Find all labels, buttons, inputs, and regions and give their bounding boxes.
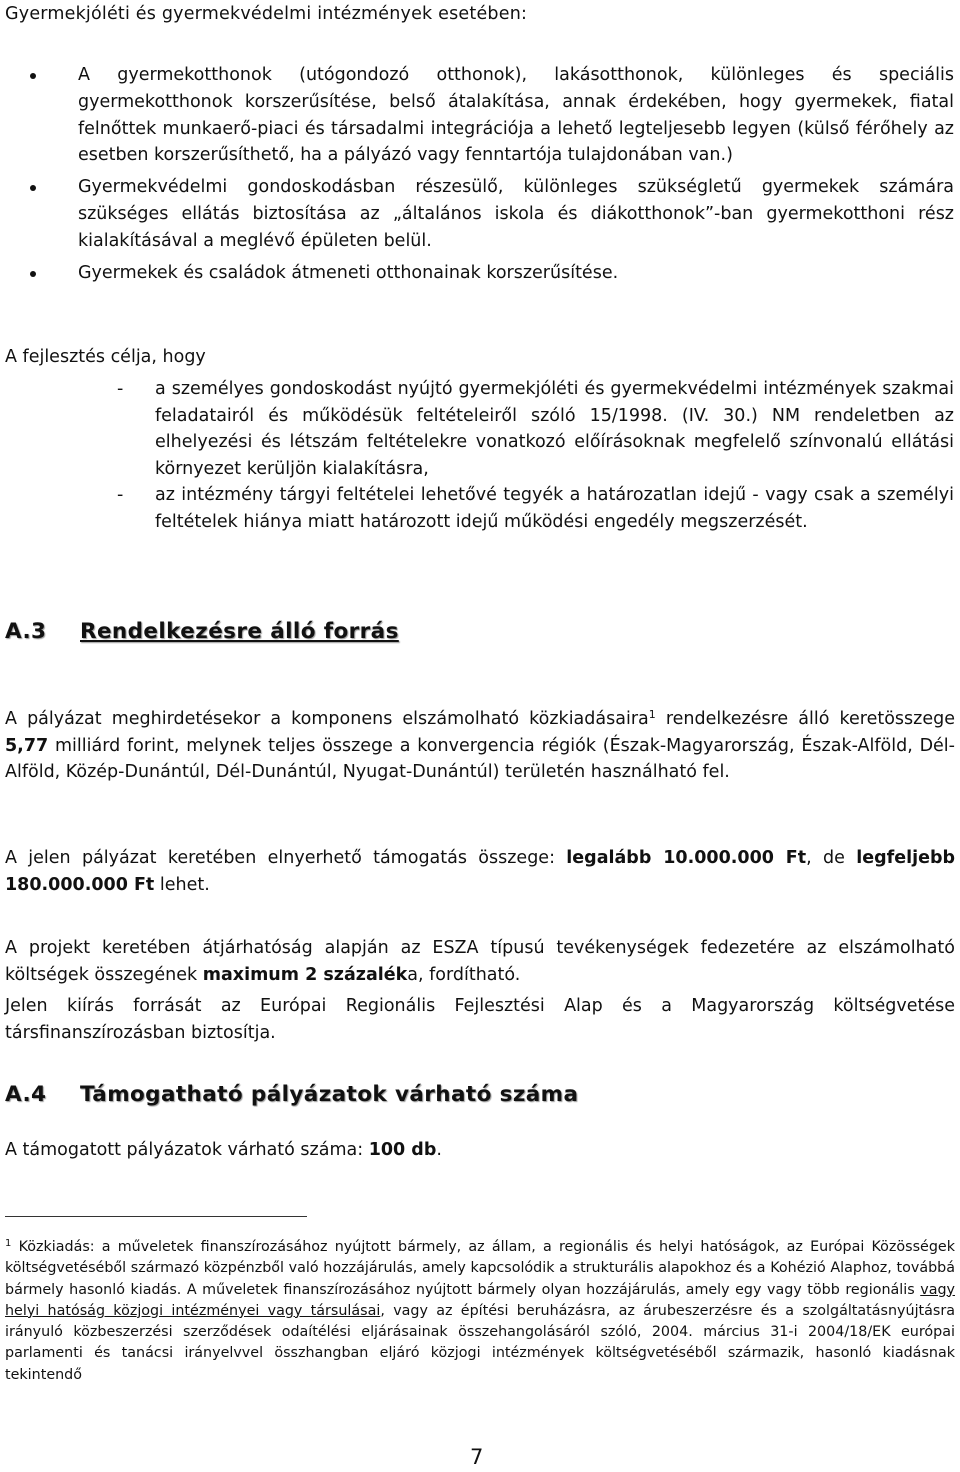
bullet-icon	[30, 73, 36, 79]
paragraph-grant-amount: A jelen pályázat keretében elnyerhető támogatás összege: legalább 10.000.000 Ft, de legfeljebb 180.000.000 Ft lehet.	[5, 848, 955, 895]
list-item: Gyermekek és családok átmeneti otthonainak korszerűsítése.	[0, 260, 960, 287]
list-item: A gyermekotthonok (utógondozó otthonok), lakásotthonok, különleges és speciális gyermekotthonok korszerűsítése, belső átalakítása, annak érdekében, hogy gyermekek, fiatal felnőttek munkaerő-piaci és társadalmi integrációja a lehető legteljesebb legyen (külső férőhely az esetben korszerűsíthető, ha a pályázó vagy fenntartója tulajdonában van.)	[0, 62, 960, 169]
purpose-intro: A fejlesztés célja, hogy	[5, 347, 206, 367]
section-heading: Gyermekjóléti és gyermekvédelmi intézmények esetében:	[5, 4, 528, 24]
section-number: A.3	[5, 619, 47, 644]
list-item: - az intézmény tárgyi feltételei lehetővé tegyék a határozatlan idejű - vagy csak a személyi feltételek hiánya miatt határozott idejű működési engedély megszerzését.	[0, 482, 960, 535]
footnote-ref: 1	[648, 708, 656, 721]
bullet-icon	[30, 185, 36, 191]
paragraph-funding-source: Jelen kiírás forrását az Európai Regionális Fejlesztési Alap és a Magyarország költségvetése társfinanszírozásban biztosítja.	[5, 996, 955, 1043]
section-number: A.4	[5, 1082, 47, 1107]
footnote-number: 1	[5, 1238, 12, 1249]
section-heading-a4	[5, 1082, 578, 1107]
paragraph-expected-count: A támogatott pályázatok várható száma: 100 db.	[5, 1140, 442, 1160]
section-title: Támogatható pályázatok várható száma	[80, 1082, 579, 1107]
footnote: $^1$ Közkiadás: a műveletek finanszírozásához nyújtott bármely, az állam, a regionális és helyi hatóságok, az Európai Közösségek költségvetéséből származó közpénzből való hozzájárulás, amely kapcsolódik a strukturális alapokhoz és a Kohézió Alaphoz, továbbá bármely hasonló kiadás. A műveletek finanszírozásához nyújtott bármely olyan hozzájárulás, amely egy vagy több regionális vagy helyi hatóság közjogi intézményei vagy társulásai, vagy az építési beruházásra, az árubeszerzésre és a szolgáltatásnyújtásra irányuló közbeszerzési szerződések odaítélési eljárásainak összehangolásáról szóló, 2004. március 31-i 2004/18/EK európai parlamenti és tanácsi irányelvvel összhangban eljáró közjogi intézmények költségvetéséből származik, hasonló kiadásnak tekintendő	[5, 1238, 955, 1383]
paragraph-budget: A pályázat meghirdetésekor a komponens elszámolható közkiadásaira$^1$ rendelkezésre álló keretösszege 5,77 milliárd forint, melynek teljes összege a konvergencia régiók (Észak-Magyarország, Észak-Alföld, Dél-Alföld, Közép-Dunántúl, Dél-Dunántúl, Nyugat-Dunántúl) területén használható fel.	[5, 708, 955, 782]
list-item: - a személyes gondoskodást nyújtó gyermekjóléti és gyermekvédelmi intézmények szakmai feladatairól és működésük feltételeiről szóló 15/1998. (IV. 30.) NM rendeletben az elhelyezési és létszám feltételekre vonatkozó előírásoknak megfelelő színvonalú ellátási környezet kerüljön kialakításra,	[0, 376, 960, 482]
section-heading-a3	[5, 619, 399, 644]
section-title: Rendelkezésre álló forrás	[80, 619, 399, 644]
dash-marker: -	[117, 485, 124, 505]
footnote-divider	[5, 1216, 307, 1217]
purpose-list	[0, 376, 960, 535]
list-item: Gyermekvédelmi gondoskodásban részesülő, különleges szükségletű gyermekek számára szükséges ellátás biztosítása az „általános iskola és diákotthonok”-ban gyermekotthoni rész kialakításával a meglévő épületen belül.	[0, 174, 960, 254]
paragraph-esza: A projekt keretében átjárhatóság alapján az ESZA típusú tevékenységek fedezetére az elszámolható költségek összegének maximum 2 százaléka, fordítható.	[5, 938, 955, 985]
bullet-list	[0, 62, 960, 291]
dash-marker: -	[117, 379, 124, 399]
bullet-icon	[30, 271, 36, 277]
page-number: 7	[470, 1445, 484, 1469]
